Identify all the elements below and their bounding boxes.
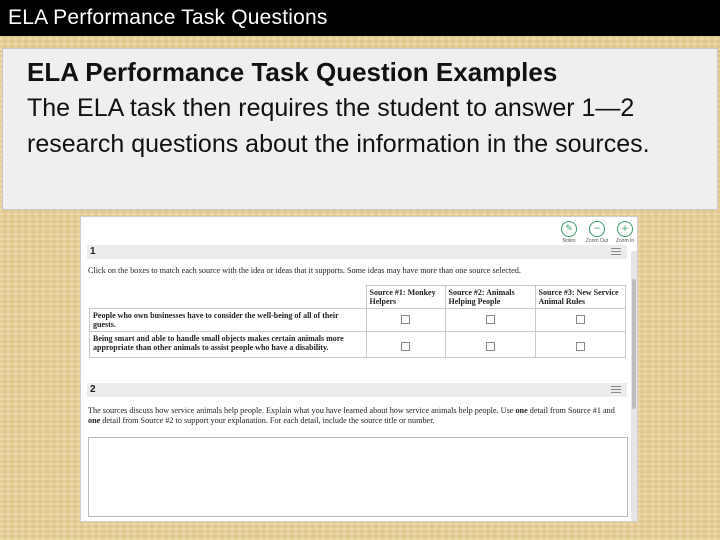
slide-body: The ELA task then requires the student to answer 1—2 research questions about the information in the sources. (27, 94, 650, 158)
checkbox[interactable] (576, 315, 585, 324)
emphasis-one: one (515, 406, 528, 415)
notes-label: Notes (562, 238, 576, 244)
slide-heading: ELA Performance Task Question Examples (27, 57, 558, 87)
question-2-instruction (88, 406, 618, 426)
checkbox[interactable] (486, 315, 495, 324)
title-bar (0, 0, 720, 36)
zoom-in-button[interactable] (613, 221, 637, 244)
question-2-number: 2 (90, 384, 96, 395)
row-label-1: People who own businesses have to consider the well-being of all of their guests. (90, 309, 367, 332)
notes-button[interactable] (557, 221, 581, 244)
checkbox-cell[interactable] (445, 332, 535, 358)
instruction-text: detail from Source #2 to support your explanation. For each detail, include the source title or number. (100, 416, 435, 425)
column-header-source-1: Source #1: Monkey Helpers (366, 286, 445, 309)
answer-textarea[interactable] (88, 437, 628, 517)
column-header-source-3: Source #3: New Service Animal Rules (535, 286, 625, 309)
slide-title: ELA Performance Task Questions (8, 6, 328, 29)
scrollbar-thumb[interactable] (632, 279, 636, 409)
test-screenshot (80, 216, 638, 522)
question-1-number: 1 (90, 246, 96, 257)
checkbox-cell[interactable] (366, 332, 445, 358)
zoom-out-label: Zoom Out (585, 238, 609, 244)
checkbox-cell[interactable] (366, 309, 445, 332)
menu-icon[interactable] (611, 386, 621, 395)
question-2-header (87, 383, 627, 397)
scrollbar[interactable] (631, 251, 637, 521)
zoom-in-label: Zoom In (615, 238, 635, 244)
notes-icon: ✎ (561, 221, 577, 237)
checkbox[interactable] (401, 342, 410, 351)
instruction-text: The sources discuss how service animals help people. Explain what you have learned about how service animals help people. Use (88, 406, 516, 415)
zoom-out-button[interactable] (585, 221, 609, 244)
checkbox-cell[interactable] (535, 309, 625, 332)
match-table (89, 285, 626, 358)
checkbox[interactable] (486, 342, 495, 351)
checkbox[interactable] (401, 315, 410, 324)
toolbar (557, 221, 637, 244)
column-header-source-2: Source #2: Animals Helping People (445, 286, 535, 309)
zoom-in-icon: + (617, 221, 633, 237)
menu-icon[interactable] (611, 248, 621, 257)
question-1-instruction: Click on the boxes to match each source with the idea or ideas that it supports. Some ideas may have more than one source selected. (88, 266, 521, 275)
zoom-out-icon: − (589, 221, 605, 237)
instruction-text: detail from Source #1 and (527, 406, 615, 415)
content-box (2, 48, 718, 210)
row-label-2: Being smart and able to handle small objects makes certain animals more appropriate than other animals to assist people who have a disability. (90, 332, 367, 358)
emphasis-one: one (88, 416, 101, 425)
question-1-header (87, 245, 627, 259)
checkbox-cell[interactable] (535, 332, 625, 358)
checkbox-cell[interactable] (445, 309, 535, 332)
checkbox[interactable] (576, 342, 585, 351)
